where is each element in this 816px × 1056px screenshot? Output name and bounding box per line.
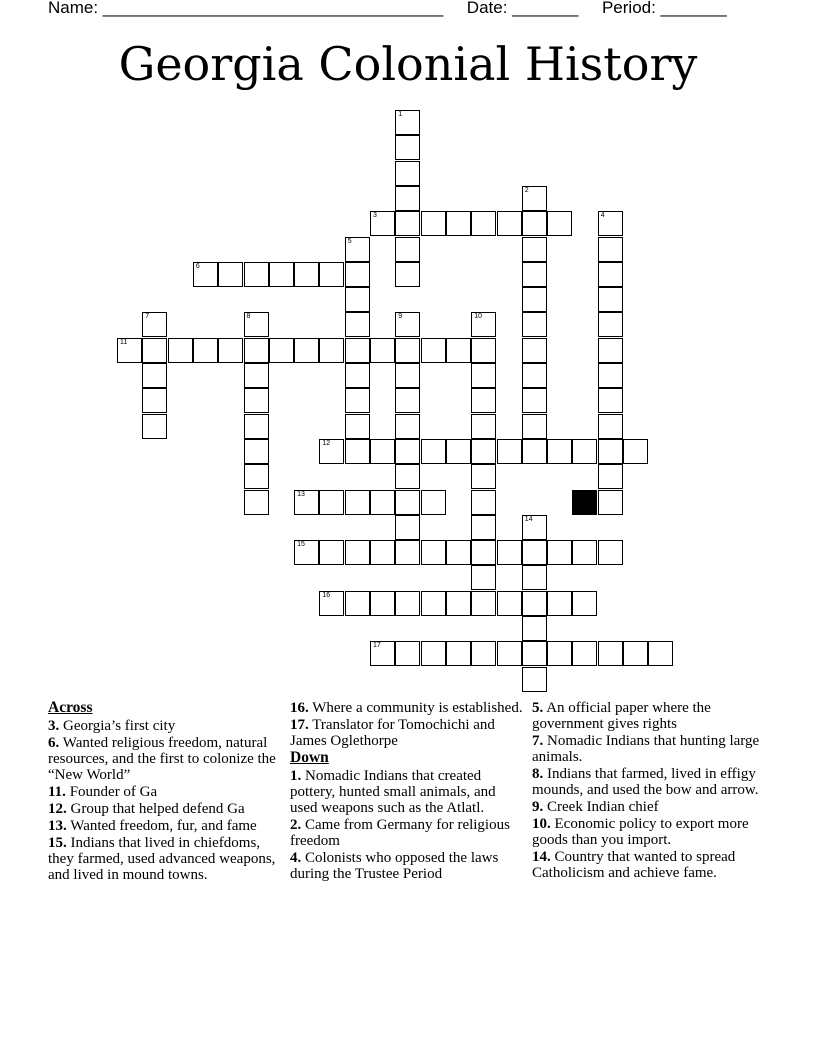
crossword-cell[interactable] [598, 540, 623, 565]
crossword-cell[interactable] [370, 540, 395, 565]
crossword-cell[interactable] [522, 287, 547, 312]
crossword-cell[interactable] [319, 262, 344, 287]
crossword-cell[interactable] [395, 439, 420, 464]
crossword-cell[interactable] [598, 641, 623, 666]
crossword-cell[interactable] [421, 540, 446, 565]
crossword-cell[interactable] [395, 186, 420, 211]
crossword-cell[interactable] [598, 490, 623, 515]
crossword-cell[interactable] [294, 490, 319, 515]
clue-across-13: 13. Wanted freedom, fur, and fame [48, 818, 257, 834]
crossword-cell[interactable] [572, 591, 597, 616]
crossword-cell[interactable] [522, 565, 547, 590]
clue-across-12: 12. Group that helped defend Ga [48, 801, 245, 817]
crossword-cell[interactable] [497, 540, 522, 565]
crossword-cell[interactable] [319, 439, 344, 464]
crossword-cell[interactable] [522, 515, 547, 540]
crossword-cell[interactable] [142, 414, 167, 439]
crossword-cell[interactable] [319, 490, 344, 515]
crossword-cell[interactable] [598, 439, 623, 464]
crossword-cell[interactable] [345, 287, 370, 312]
crossword-cell[interactable] [421, 211, 446, 236]
clue-across-3: 3. Georgia’s first city [48, 718, 176, 734]
crossword-cell[interactable] [117, 338, 142, 363]
crossword-cell[interactable] [244, 464, 269, 489]
crossword-cell[interactable] [446, 338, 471, 363]
crossword-cell[interactable] [572, 540, 597, 565]
crossword-cell[interactable] [522, 388, 547, 413]
crossword-cell[interactable] [572, 641, 597, 666]
crossword-cell[interactable] [395, 490, 420, 515]
clue-down-2: 2. Came from Germany for religious freedom [290, 817, 510, 849]
crossword-cell[interactable] [421, 591, 446, 616]
clue-number-5: 5 [347, 237, 352, 245]
crossword-cell[interactable] [294, 338, 319, 363]
crossword-cell[interactable] [547, 641, 572, 666]
crossword-cell[interactable] [547, 211, 572, 236]
crossword-cell[interactable] [345, 237, 370, 262]
clues-column-1 [48, 700, 284, 884]
clue-down-9: 9. Creek Indian chief [532, 799, 659, 815]
crossword-cell[interactable] [598, 388, 623, 413]
clue-down-14: 14. Country that wanted to spread Catholicism and achieve fame. [532, 849, 736, 881]
crossword-cell[interactable] [547, 439, 572, 464]
crossword-cell[interactable] [471, 540, 496, 565]
clue-number-2: 2 [524, 186, 529, 194]
clue-down-4: 4. Colonists who opposed the laws during the Trustee Period [290, 850, 499, 882]
crossword-cell[interactable] [497, 439, 522, 464]
clues-column-3 [532, 700, 768, 882]
crossword-cell[interactable] [345, 312, 370, 337]
crossword-cell[interactable] [421, 439, 446, 464]
crossword-cell[interactable] [522, 363, 547, 388]
across-heading: Across [48, 699, 93, 716]
crossword-cell[interactable] [142, 388, 167, 413]
crossword-cell[interactable] [395, 211, 420, 236]
crossword-cell[interactable] [370, 591, 395, 616]
crossword-cell[interactable] [471, 363, 496, 388]
crossword-cell[interactable] [395, 161, 420, 186]
clue-across-11: 11. Founder of Ga [48, 784, 158, 800]
crossword-cell[interactable] [319, 540, 344, 565]
crossword-cell[interactable] [623, 439, 648, 464]
crossword-black-cell [572, 490, 597, 515]
crossword-cell[interactable] [497, 211, 522, 236]
crossword-cell[interactable] [193, 262, 218, 287]
crossword-cell[interactable] [244, 262, 269, 287]
crossword-cell[interactable] [598, 338, 623, 363]
crossword-cell[interactable] [421, 338, 446, 363]
clue-across-17: 17. Translator for Tomochichi and James Oglethorpe [290, 717, 495, 749]
clue-number-17: 17 [373, 642, 381, 650]
crossword-cell[interactable] [598, 414, 623, 439]
clue-number-10: 10 [474, 313, 482, 321]
crossword-cell[interactable] [522, 237, 547, 262]
crossword-cell[interactable] [269, 262, 294, 287]
clue-down-5: 5. An official paper where the government gives rights [532, 700, 711, 732]
crossword-cell[interactable] [345, 262, 370, 287]
clue-across-16: 16. Where a community is established. [290, 700, 523, 716]
date-field-label: Date: _______ [466, 0, 579, 17]
crossword-cell[interactable] [395, 338, 420, 363]
crossword-cell[interactable] [497, 591, 522, 616]
crossword-cell[interactable] [142, 338, 167, 363]
crossword-cell[interactable] [142, 312, 167, 337]
crossword-cell[interactable] [395, 540, 420, 565]
crossword-cell[interactable] [471, 641, 496, 666]
crossword-cell[interactable] [395, 262, 420, 287]
crossword-cell[interactable] [522, 439, 547, 464]
clue-number-16: 16 [322, 591, 331, 599]
crossword-cell[interactable] [218, 262, 243, 287]
clue-down-8: 8. Indians that farmed, lived in effigy mounds, and used the bow and arrow. [532, 766, 759, 798]
crossword-cell[interactable] [471, 388, 496, 413]
crossword-cell[interactable] [522, 414, 547, 439]
crossword-cell[interactable] [244, 439, 269, 464]
crossword-cell[interactable] [395, 414, 420, 439]
clue-number-7: 7 [145, 313, 150, 321]
crossword-cell[interactable] [244, 312, 269, 337]
crossword-cell[interactable] [522, 211, 547, 236]
crossword-cell[interactable] [193, 338, 218, 363]
crossword-cell[interactable] [446, 211, 471, 236]
crossword-cell[interactable] [598, 464, 623, 489]
crossword-cell[interactable] [471, 211, 496, 236]
crossword-cell[interactable] [319, 591, 344, 616]
name-field-label: Name: ____________________________________ [48, 0, 444, 17]
crossword-cell[interactable] [598, 211, 623, 236]
crossword-cell[interactable] [471, 464, 496, 489]
crossword-cell[interactable] [623, 641, 648, 666]
clue-number-6: 6 [195, 262, 200, 270]
clue-number-8: 8 [246, 313, 251, 321]
crossword-cell[interactable] [345, 414, 370, 439]
crossword-cell[interactable] [218, 338, 243, 363]
clue-across-6: 6. Wanted religious freedom, natural resources, and the first to colonize the “New World” [48, 735, 276, 783]
clue-number-15: 15 [297, 541, 305, 549]
crossword-cell[interactable] [446, 591, 471, 616]
crossword-cell[interactable] [370, 211, 395, 236]
clue-number-4: 4 [600, 212, 605, 220]
crossword-cell[interactable] [395, 135, 420, 160]
crossword-cell[interactable] [446, 439, 471, 464]
crossword-cell[interactable] [497, 641, 522, 666]
clue-number-13: 13 [297, 490, 305, 498]
clue-down-1: 1. Nomadic Indians that created pottery, hunted small animals, and used weapons such as the Atlatl. [290, 768, 496, 816]
crossword-cell[interactable] [522, 591, 547, 616]
crossword-cell[interactable] [244, 414, 269, 439]
crossword-cell[interactable] [142, 363, 167, 388]
crossword-cell[interactable] [244, 490, 269, 515]
crossword-cell[interactable] [522, 540, 547, 565]
crossword-cell[interactable] [572, 439, 597, 464]
crossword-cell[interactable] [345, 363, 370, 388]
crossword-cell[interactable] [395, 515, 420, 540]
crossword-cell[interactable] [522, 312, 547, 337]
crossword-cell[interactable] [598, 363, 623, 388]
crossword-cell[interactable] [395, 237, 420, 262]
crossword-cell[interactable] [471, 515, 496, 540]
crossword-cell[interactable] [294, 540, 319, 565]
clue-number-9: 9 [398, 313, 403, 321]
crossword-cell[interactable] [395, 591, 420, 616]
crossword-cell[interactable] [345, 439, 370, 464]
crossword-cell[interactable] [547, 540, 572, 565]
crossword-cell[interactable] [395, 110, 420, 135]
clues-column-2 [290, 700, 526, 883]
crossword-cell[interactable] [648, 641, 673, 666]
crossword-cell[interactable] [547, 591, 572, 616]
period-field-label: Period: _______ [601, 0, 727, 17]
crossword-cell[interactable] [345, 591, 370, 616]
crossword-cell[interactable] [471, 312, 496, 337]
crossword-cell[interactable] [522, 262, 547, 287]
clue-across-15: 15. Indians that lived in chiefdoms, they farmed, used advanced weapons, and lived in mound towns. [48, 835, 276, 883]
clue-number-3: 3 [373, 212, 377, 220]
crossword-cell[interactable] [471, 591, 496, 616]
crossword-cell[interactable] [294, 262, 319, 287]
crossword-cell[interactable] [446, 641, 471, 666]
crossword-cell[interactable] [471, 414, 496, 439]
crossword-cell[interactable] [370, 439, 395, 464]
crossword-cell[interactable] [471, 338, 496, 363]
crossword-cell[interactable] [345, 540, 370, 565]
crossword-cell[interactable] [345, 388, 370, 413]
crossword-cell[interactable] [421, 490, 446, 515]
crossword-cell[interactable] [522, 667, 547, 692]
crossword-cell[interactable] [471, 439, 496, 464]
crossword-cell[interactable] [598, 312, 623, 337]
crossword-cell[interactable] [370, 338, 395, 363]
crossword-cell[interactable] [598, 237, 623, 262]
crossword-cell[interactable] [345, 490, 370, 515]
crossword-cell[interactable] [421, 641, 446, 666]
crossword-cell[interactable] [370, 641, 395, 666]
crossword-cell[interactable] [395, 464, 420, 489]
crossword-cell[interactable] [370, 490, 395, 515]
down-heading: Down [290, 749, 329, 766]
crossword-cell[interactable] [522, 338, 547, 363]
crossword-cell[interactable] [395, 363, 420, 388]
clue-down-7: 7. Nomadic Indians that hunting large animals. [532, 733, 760, 765]
crossword-cell[interactable] [269, 338, 294, 363]
crossword-cell[interactable] [471, 490, 496, 515]
crossword-cell[interactable] [395, 312, 420, 337]
clue-number-11: 11 [120, 338, 128, 346]
crossword-cell[interactable] [522, 186, 547, 211]
crossword-cell[interactable] [522, 616, 547, 641]
crossword-cell[interactable] [446, 540, 471, 565]
crossword-cell[interactable] [471, 565, 496, 590]
clue-number-14: 14 [524, 515, 533, 523]
crossword-cell[interactable] [598, 287, 623, 312]
crossword-cell[interactable] [522, 641, 547, 666]
crossword-cell[interactable] [395, 641, 420, 666]
crossword-cell[interactable] [244, 363, 269, 388]
crossword-cell[interactable] [598, 262, 623, 287]
crossword-cell[interactable] [395, 388, 420, 413]
crossword-cell[interactable] [319, 338, 344, 363]
page-title: Georgia Colonial History [118, 37, 698, 91]
clue-number-12: 12 [322, 439, 331, 447]
crossword-cell[interactable] [244, 338, 269, 363]
crossword-cell[interactable] [244, 388, 269, 413]
clue-number-1: 1 [398, 111, 403, 118]
crossword-cell[interactable] [168, 338, 193, 363]
clue-down-10: 10. Economic policy to export more goods than you import. [532, 816, 749, 848]
crossword-cell[interactable] [345, 338, 370, 363]
